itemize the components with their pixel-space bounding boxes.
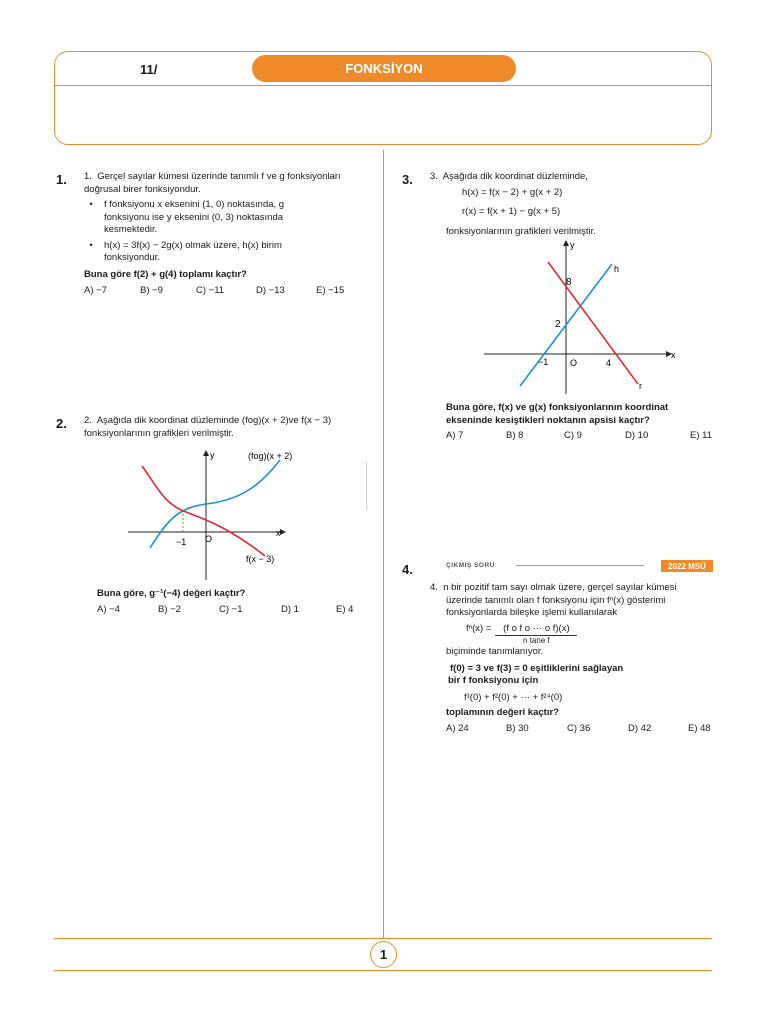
question-1-bullet-1: f fonksiyonu x eksenini (1, 0) noktasında, g fonksiyonu ise y eksenini (0, 3) noktasında kesmektedir.	[104, 199, 285, 235]
tick-8: 8	[566, 277, 572, 288]
question-3-eq-2: r(x) = f(x + 1) − g(x + 5)	[462, 206, 561, 217]
page-title: FONKSİYON	[252, 55, 516, 82]
question-1-number: 1.	[56, 172, 67, 187]
formula-rhs: (f o f o ··· o f)(x)	[503, 622, 570, 634]
choice-b[interactable]: B) 8	[506, 430, 524, 441]
question-3-question-1: Buna göre, f(x) ve g(x) fonksiyonlarının koordinat	[446, 402, 669, 413]
footer-line-top	[54, 938, 712, 939]
question-4-number: 4.	[402, 562, 413, 577]
question-3-question-2: ekseninde kesiştikleri noktanın apsisi kaçtır?	[446, 414, 650, 426]
tick-minus-1: −1	[176, 537, 187, 547]
y-axis-arrow-icon	[203, 450, 209, 456]
header-divider	[55, 85, 711, 86]
h-label: h	[614, 264, 620, 274]
question-1-choices	[84, 285, 374, 298]
question-4-bold-2: bir f fonksiyonu için	[448, 675, 539, 686]
graph-frame-edge	[366, 462, 367, 510]
question-2-intro-2: fonksiyonlarının grafikleri verilmiştir.	[84, 427, 234, 439]
f-label: f(x − 3)	[246, 554, 275, 564]
y-label: y	[570, 240, 575, 250]
tick-minus-1: −1	[538, 357, 549, 367]
choice-d[interactable]: D) −13	[256, 285, 285, 296]
origin-label: O	[205, 534, 213, 544]
question-4-line-3: fonksiyonlarda bileşke işlemi kullanılarak	[446, 607, 618, 618]
question-4-sum: f¹(0) + f²(0) + ··· + f²⁴(0)	[464, 691, 563, 703]
choice-a[interactable]: A) −7	[84, 285, 107, 296]
column-divider	[383, 150, 384, 938]
question-2-footer	[97, 588, 377, 616]
test-number: 11/	[140, 62, 158, 77]
y-label: y	[210, 450, 215, 460]
past-question-label: ÇIKMIŞ SORU	[446, 562, 495, 569]
fog-curve	[150, 460, 280, 548]
question-1-bullet-2: h(x) = 3f(x) − 2g(x) olmak üzere, h(x) birim fonksiyondur.	[104, 239, 282, 263]
r-label: r	[639, 381, 642, 391]
question-2-choices	[97, 604, 377, 617]
choice-a[interactable]: A) 24	[446, 722, 469, 734]
choice-c[interactable]: C) −1	[219, 603, 243, 615]
question-2-body	[84, 415, 374, 440]
question-2-number: 2.	[56, 416, 67, 431]
page-number: 1	[370, 941, 397, 968]
question-3-body	[430, 171, 720, 238]
question-3-graph	[480, 236, 690, 396]
x-label: x	[671, 350, 676, 360]
question-3-footer	[446, 402, 726, 443]
choice-e[interactable]: E) 4	[336, 603, 354, 615]
footer-line-bottom	[54, 970, 712, 971]
question-4-formula	[430, 623, 720, 647]
choice-a[interactable]: A) −4	[97, 603, 120, 615]
choice-e[interactable]: E) −15	[316, 285, 345, 296]
banner-line	[516, 565, 644, 566]
question-4-question: toplamının değeri kaçtır?	[446, 707, 559, 718]
exam-badge: 2022 MSÜ	[661, 560, 713, 572]
fog-label: (fog)(x + 2)	[248, 451, 293, 461]
question-4-choices	[430, 723, 720, 736]
bullet-icon: •	[89, 199, 93, 210]
question-1-inner-number: 1.	[84, 171, 92, 182]
choice-c[interactable]: C) 36	[567, 722, 591, 734]
question-3-choices	[446, 430, 726, 443]
question-4-inner-number: 4.	[430, 582, 438, 593]
question-2-intro-1: Aşağıda dik koordinat düzleminde (fog)(x + 2)ve f(x − 3)	[96, 415, 332, 426]
choice-d[interactable]: D) 10	[625, 430, 649, 441]
x-label: x	[276, 528, 281, 538]
choice-b[interactable]: B) −9	[140, 285, 163, 296]
question-2-inner-number: 2.	[84, 415, 92, 426]
question-1-question: Buna göre f(2) + g(4) toplamı kaçtır?	[84, 268, 247, 280]
question-3-inner-number: 3.	[430, 171, 438, 182]
y-axis-arrow-icon	[563, 240, 569, 246]
question-4-bold-1: f(0) = 3 ve f(3) = 0 eşitliklerini sağlayan	[450, 662, 624, 674]
choice-d[interactable]: D) 42	[628, 722, 652, 734]
formula-under: n tane f	[495, 635, 577, 646]
question-3-number: 3.	[402, 172, 413, 187]
origin-label: O	[570, 358, 578, 368]
question-1-intro-2: doğrusal birer fonksiyondur.	[84, 183, 201, 195]
choice-b[interactable]: B) 30	[506, 722, 529, 734]
past-question-banner	[446, 560, 713, 574]
f-curve	[142, 466, 265, 556]
choice-e[interactable]: E) 48	[688, 722, 711, 734]
question-4-line-4: biçiminde tanımlanıyor.	[446, 646, 544, 657]
question-1-body	[84, 171, 374, 298]
x-axis-arrow-icon	[280, 529, 286, 535]
r-line	[548, 262, 638, 384]
question-4-body	[430, 582, 720, 735]
question-4-line-1: n bir pozitif tam sayı olmak üzere, gerçel sayılar kümesi	[443, 582, 677, 593]
formula-lhs: fⁿ(x) =	[466, 622, 492, 634]
question-3-eq-1: h(x) = f(x − 2) + g(x + 2)	[462, 186, 563, 198]
choice-c[interactable]: C) −11	[196, 285, 225, 296]
choice-d[interactable]: D) 1	[281, 603, 299, 615]
question-4-line-2: üzerinde tanımlı olan f fonksiyonu için fⁿ(x) gösterimi	[446, 594, 666, 606]
bullet-icon: •	[89, 239, 93, 251]
choice-e[interactable]: E) 11	[690, 430, 713, 441]
tick-2: 2	[555, 319, 561, 330]
question-2-question: Buna göre, g⁻¹(−4) değeri kaçtır?	[97, 588, 246, 599]
question-3-intro-2: fonksiyonlarının grafikleri verilmiştir.	[446, 225, 596, 237]
tick-4: 4	[606, 358, 612, 368]
choice-a[interactable]: A) 7	[446, 430, 464, 441]
choice-c[interactable]: C) 9	[564, 430, 582, 441]
question-2-graph	[120, 446, 370, 584]
question-3-intro: Aşağıda dik koordinat düzleminde,	[442, 171, 588, 182]
question-1-intro-1: Gerçel sayılar kümesi üzerinde tanımlı f ve g fonksiyonları	[97, 171, 341, 182]
choice-b[interactable]: B) −2	[158, 603, 181, 615]
